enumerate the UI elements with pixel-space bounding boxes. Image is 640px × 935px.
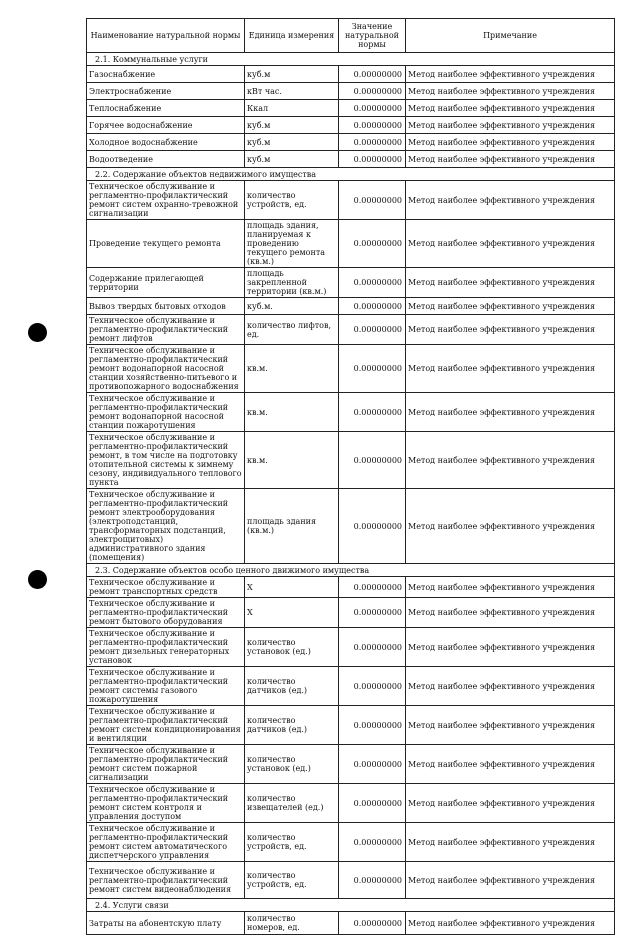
table-row <box>87 706 615 745</box>
unit-cell: Ккал <box>245 100 339 117</box>
norm-name-cell: Газоснабжение <box>87 66 245 83</box>
note-cell: Метод наиболее эффективного учреждения <box>406 862 615 899</box>
norm-name-cell: Холодное водоснабжение <box>87 134 245 151</box>
norm-name-cell: Вывоз твердых бытовых отходов <box>87 298 245 315</box>
section-row <box>87 53 615 66</box>
norm-name-cell: Техническое обслуживание и регламентно-профилактический ремонт дизельных генераторных установок <box>87 628 245 667</box>
unit-cell: куб.м <box>245 134 339 151</box>
value-cell: 0.00000000 <box>339 220 406 268</box>
unit-cell: количество датчиков (ед.) <box>245 706 339 745</box>
note-cell: Метод наиболее эффективного учреждения <box>406 298 615 315</box>
norm-name-cell: Водоотведение <box>87 151 245 168</box>
note-cell: Метод наиболее эффективного учреждения <box>406 315 615 345</box>
value-cell: 0.00000000 <box>339 823 406 862</box>
table-row <box>87 220 615 268</box>
unit-cell: площадь закрепленной территории (кв.м.) <box>245 268 339 298</box>
note-cell: Метод наиболее эффективного учреждения <box>406 66 615 83</box>
table-row <box>87 862 615 899</box>
table-body <box>87 53 615 935</box>
section-title: 2.4. Услуги связи <box>87 899 615 912</box>
unit-cell: кВт час. <box>245 83 339 100</box>
unit-cell: количество номеров, ед. <box>245 912 339 935</box>
unit-cell: количество устройств, ед. <box>245 181 339 220</box>
value-cell: 0.00000000 <box>339 862 406 899</box>
value-cell: 0.00000000 <box>339 117 406 134</box>
unit-cell: количество установок (ед.) <box>245 628 339 667</box>
table-row <box>87 784 615 823</box>
header-unit: Единица измерения <box>245 19 339 53</box>
note-cell: Метод наиболее эффективного учреждения <box>406 489 615 564</box>
note-cell: Метод наиболее эффективного учреждения <box>406 784 615 823</box>
norm-name-cell: Содержание прилегающей территории <box>87 268 245 298</box>
value-cell: 0.00000000 <box>339 315 406 345</box>
table-row <box>87 117 615 134</box>
section-row <box>87 564 615 577</box>
note-cell: Метод наиболее эффективного учреждения <box>406 706 615 745</box>
value-cell: 0.00000000 <box>339 706 406 745</box>
section-title: 2.2. Содержание объектов недвижимого имущества <box>87 168 615 181</box>
header-note: Примечание <box>406 19 615 53</box>
unit-cell: количество устройств, ед. <box>245 823 339 862</box>
note-cell: Метод наиболее эффективного учреждения <box>406 667 615 706</box>
note-cell: Метод наиболее эффективного учреждения <box>406 912 615 935</box>
note-cell: Метод наиболее эффективного учреждения <box>406 181 615 220</box>
unit-cell: количество извещателей (ед.) <box>245 784 339 823</box>
note-cell: Метод наиболее эффективного учреждения <box>406 345 615 393</box>
table-row <box>87 745 615 784</box>
value-cell: 0.00000000 <box>339 181 406 220</box>
unit-cell: куб.м. <box>245 298 339 315</box>
note-cell: Метод наиболее эффективного учреждения <box>406 100 615 117</box>
norm-name-cell: Техническое обслуживание и регламентно-профилактический ремонт электрооборудования (электроподстанций, трансформаторных подстанций, электрощитовых) административного здания (помещения) <box>87 489 245 564</box>
value-cell: 0.00000000 <box>339 784 406 823</box>
header-name: Наименование натуральной нормы <box>87 19 245 53</box>
table-row <box>87 577 615 598</box>
value-cell: 0.00000000 <box>339 489 406 564</box>
value-cell: 0.00000000 <box>339 100 406 117</box>
unit-cell: X <box>245 577 339 598</box>
natural-norms-document <box>86 18 614 935</box>
value-cell: 0.00000000 <box>339 268 406 298</box>
norm-name-cell: Техническое обслуживание и регламентно-профилактический ремонт систем кондиционирования и вентиляции <box>87 706 245 745</box>
note-cell: Метод наиболее эффективного учреждения <box>406 134 615 151</box>
norm-name-cell: Техническое обслуживание и регламентно-профилактический ремонт системы газового пожаротушения <box>87 667 245 706</box>
note-cell: Метод наиболее эффективного учреждения <box>406 823 615 862</box>
norm-name-cell: Затраты на абонентскую плату <box>87 912 245 935</box>
value-cell: 0.00000000 <box>339 83 406 100</box>
note-cell: Метод наиболее эффективного учреждения <box>406 598 615 628</box>
value-cell: 0.00000000 <box>339 66 406 83</box>
note-cell: Метод наиболее эффективного учреждения <box>406 745 615 784</box>
unit-cell: количество установок (ед.) <box>245 745 339 784</box>
unit-cell: кв.м. <box>245 393 339 432</box>
norm-name-cell: Горячее водоснабжение <box>87 117 245 134</box>
unit-cell: кв.м. <box>245 432 339 489</box>
norm-name-cell: Теплоснабжение <box>87 100 245 117</box>
table-row <box>87 66 615 83</box>
value-cell: 0.00000000 <box>339 912 406 935</box>
unit-cell: количество устройств, ед. <box>245 862 339 899</box>
norm-name-cell: Техническое обслуживание и регламентно-профилактический ремонт систем контроля и управления доступом <box>87 784 245 823</box>
norm-name-cell: Техническое обслуживание и регламентно-профилактический ремонт бытового оборудования <box>87 598 245 628</box>
value-cell: 0.00000000 <box>339 745 406 784</box>
note-cell: Метод наиболее эффективного учреждения <box>406 268 615 298</box>
norm-name-cell: Техническое обслуживание и регламентно-профилактический ремонт систем пожарной сигнализации <box>87 745 245 784</box>
table-row <box>87 268 615 298</box>
unit-cell: площадь здания (кв.м.) <box>245 489 339 564</box>
norm-name-cell: Техническое обслуживание и регламентно-профилактический ремонт систем охранно-тревожной сигнализации <box>87 181 245 220</box>
norm-name-cell: Техническое обслуживание и регламентно-профилактический ремонт систем автоматического диспетчерского управления <box>87 823 245 862</box>
punch-hole-top <box>28 323 47 342</box>
table-row <box>87 315 615 345</box>
note-cell: Метод наиболее эффективного учреждения <box>406 393 615 432</box>
value-cell: 0.00000000 <box>339 598 406 628</box>
unit-cell: куб.м <box>245 117 339 134</box>
unit-cell: количество датчиков (ед.) <box>245 667 339 706</box>
norm-name-cell: Электроснабжение <box>87 83 245 100</box>
value-cell: 0.00000000 <box>339 134 406 151</box>
table-row <box>87 134 615 151</box>
value-cell: 0.00000000 <box>339 577 406 598</box>
table-header-row <box>87 19 615 53</box>
note-cell: Метод наиболее эффективного учреждения <box>406 117 615 134</box>
norm-name-cell: Техническое обслуживание и регламентно-профилактический ремонт лифтов <box>87 315 245 345</box>
table-row <box>87 823 615 862</box>
header-value: Значение натуральной нормы <box>339 19 406 53</box>
table-row <box>87 667 615 706</box>
note-cell: Метод наиболее эффективного учреждения <box>406 432 615 489</box>
section-title: 2.3. Содержание объектов особо ценного движимого имущества <box>87 564 615 577</box>
note-cell: Метод наиболее эффективного учреждения <box>406 628 615 667</box>
value-cell: 0.00000000 <box>339 151 406 168</box>
unit-cell: куб.м <box>245 151 339 168</box>
note-cell: Метод наиболее эффективного учреждения <box>406 151 615 168</box>
natural-norms-table <box>86 18 615 935</box>
unit-cell: кв.м. <box>245 345 339 393</box>
value-cell: 0.00000000 <box>339 345 406 393</box>
table-row <box>87 298 615 315</box>
section-title: 2.1. Коммунальные услуги <box>87 53 615 66</box>
value-cell: 0.00000000 <box>339 432 406 489</box>
unit-cell: количество лифтов, ед. <box>245 315 339 345</box>
table-row <box>87 393 615 432</box>
table-row <box>87 181 615 220</box>
value-cell: 0.00000000 <box>339 298 406 315</box>
table-row <box>87 100 615 117</box>
value-cell: 0.00000000 <box>339 393 406 432</box>
section-row <box>87 899 615 912</box>
norm-name-cell: Техническое обслуживание и регламентно-профилактический ремонт систем видеонаблюдения <box>87 862 245 899</box>
table-row <box>87 489 615 564</box>
note-cell: Метод наиболее эффективного учреждения <box>406 577 615 598</box>
norm-name-cell: Проведение текущего ремонта <box>87 220 245 268</box>
table-row <box>87 628 615 667</box>
norm-name-cell: Техническое обслуживание и регламентно-профилактический ремонт водонапорной насосной станции хозяйственно-питьевого и противопожарного водоснабжения <box>87 345 245 393</box>
section-row <box>87 168 615 181</box>
table-row <box>87 345 615 393</box>
value-cell: 0.00000000 <box>339 667 406 706</box>
norm-name-cell: Техническое обслуживание и регламентно-профилактический ремонт, в том числе на подготовку отопительной системы к зимнему сезону, индивидуального теплового пункта <box>87 432 245 489</box>
unit-cell: площадь здания, планируемая к проведению текущего ремонта (кв.м.) <box>245 220 339 268</box>
table-row <box>87 432 615 489</box>
unit-cell: X <box>245 598 339 628</box>
table-row <box>87 912 615 935</box>
norm-name-cell: Техническое обслуживание и ремонт транспортных средств <box>87 577 245 598</box>
note-cell: Метод наиболее эффективного учреждения <box>406 83 615 100</box>
table-row <box>87 83 615 100</box>
table-row <box>87 151 615 168</box>
punch-hole-bottom <box>28 570 47 589</box>
norm-name-cell: Техническое обслуживание и регламентно-профилактический ремонт водонапорной насосной станции пожаротушения <box>87 393 245 432</box>
note-cell: Метод наиболее эффективного учреждения <box>406 220 615 268</box>
value-cell: 0.00000000 <box>339 628 406 667</box>
unit-cell: куб.м <box>245 66 339 83</box>
table-row <box>87 598 615 628</box>
